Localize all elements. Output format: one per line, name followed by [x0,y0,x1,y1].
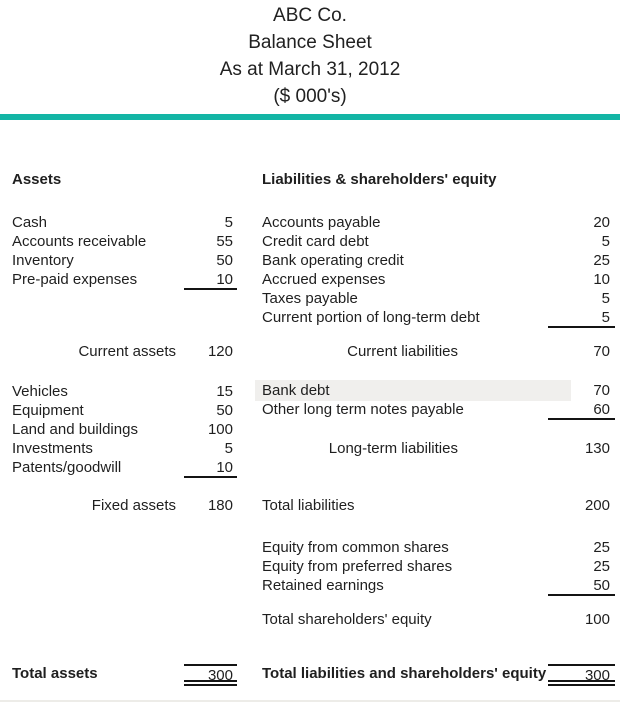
subtotal-label: Total liabilities [262,497,355,514]
line-item-value: 20 [593,214,610,231]
line-item-row [12,232,237,252]
line-item-label: Cash [12,214,48,231]
line-item-row [12,420,237,440]
line-item-label: Retained earnings [262,577,384,594]
units-note: ($ 000's) [273,86,347,107]
line-item-row [262,232,615,252]
line-item-value: 5 [548,308,615,328]
line-item-value: 25 [593,558,610,575]
line-item-row [12,251,237,271]
line-item-row [262,213,615,233]
subtotal-value: 180 [207,497,233,514]
line-item-row [12,439,237,459]
line-item-label: Vehicles [12,383,68,400]
line-item-row [262,538,615,558]
line-item-label: Patents/goodwill [12,459,122,476]
fixed-assets-subtotal-row [12,496,237,516]
line-item-label: Land and buildings [12,421,138,438]
bank-debt-row [262,381,615,401]
line-item-label: Investments [12,440,93,457]
subtotal-label: Current liabilities [347,343,458,360]
line-item-value: 5 [601,290,610,307]
statement-date: As at March 31, 2012 [219,59,401,80]
line-item-label: Current portion of long-term debt [262,309,480,326]
line-item-value: 10 [184,458,237,478]
total-value: 300 [548,664,615,686]
page-bottom-divider [0,700,620,702]
line-item-label: Accounts receivable [12,233,147,250]
line-item-value: 55 [216,233,233,250]
line-item-value: 50 [216,252,233,269]
document-header [0,2,620,110]
line-item-row [12,270,237,290]
line-item-value: 5 [224,214,233,231]
liabilities-section-title: Liabilities & shareholders' equity [262,171,497,188]
line-item-row [262,557,615,577]
header-divider [0,114,620,120]
line-item-row [12,382,237,402]
line-item-row [12,458,237,478]
total-liabilities-equity-row [262,664,615,686]
line-item-label: Accrued expenses [262,271,386,288]
assets-section-title: Assets [12,171,62,188]
document-title: Balance Sheet [248,32,372,53]
total-shareholders-equity-row [262,610,615,630]
line-item-value: 60 [548,400,615,420]
line-item-row [12,401,237,421]
line-item-value: 15 [216,383,233,400]
line-item-row [12,213,237,233]
line-item-value: 70 [593,382,610,399]
subtotal-value: 200 [584,497,610,514]
current-assets-subtotal-row [12,342,237,362]
subtotal-value: 100 [584,611,610,628]
subtotal-label: Fixed assets [91,497,176,514]
subtotal-value: 120 [207,343,233,360]
line-item-row [262,251,615,271]
line-item-value: 25 [593,252,610,269]
line-item-value: 5 [224,440,233,457]
line-item-value: 25 [593,539,610,556]
line-item-label: Equity from common shares [262,539,449,556]
line-item-row [262,576,615,596]
line-item-value: 10 [593,271,610,288]
total-label: Total assets [12,665,98,682]
subtotal-label: Current assets [78,343,176,360]
line-item-value: 10 [184,270,237,290]
total-assets-row [12,664,237,686]
longterm-liabilities-subtotal-row [262,439,615,459]
subtotal-label: Long-term liabilities [328,440,458,457]
subtotal-value: 70 [593,343,610,360]
line-item-value: 50 [216,402,233,419]
line-item-label: Accounts payable [262,214,381,231]
company-name: ABC Co. [273,5,347,26]
line-item-value: 5 [601,233,610,250]
line-item-label: Pre-paid expenses [12,271,138,288]
line-item-value: 100 [207,421,233,438]
subtotal-label: Total shareholders' equity [262,611,432,628]
line-item-label: Bank debt [262,382,330,399]
line-item-row [262,308,615,328]
line-item-label: Equipment [12,402,84,419]
total-value: 300 [184,664,237,686]
line-item-label: Equity from preferred shares [262,558,453,575]
current-liabilities-subtotal-row [262,342,615,362]
line-item-row [262,270,615,290]
subtotal-value: 130 [584,440,610,457]
line-item-label: Taxes payable [262,290,358,307]
total-label: Total liabilities and shareholders' equity [262,665,547,682]
total-liabilities-row [262,496,615,516]
line-item-label: Bank operating credit [262,252,404,269]
line-item-value: 50 [548,576,615,596]
line-item-row [262,289,615,309]
line-item-label: Inventory [12,252,74,269]
line-item-row [262,400,615,420]
line-item-label: Credit card debt [262,233,369,250]
line-item-label: Other long term notes payable [262,401,464,418]
